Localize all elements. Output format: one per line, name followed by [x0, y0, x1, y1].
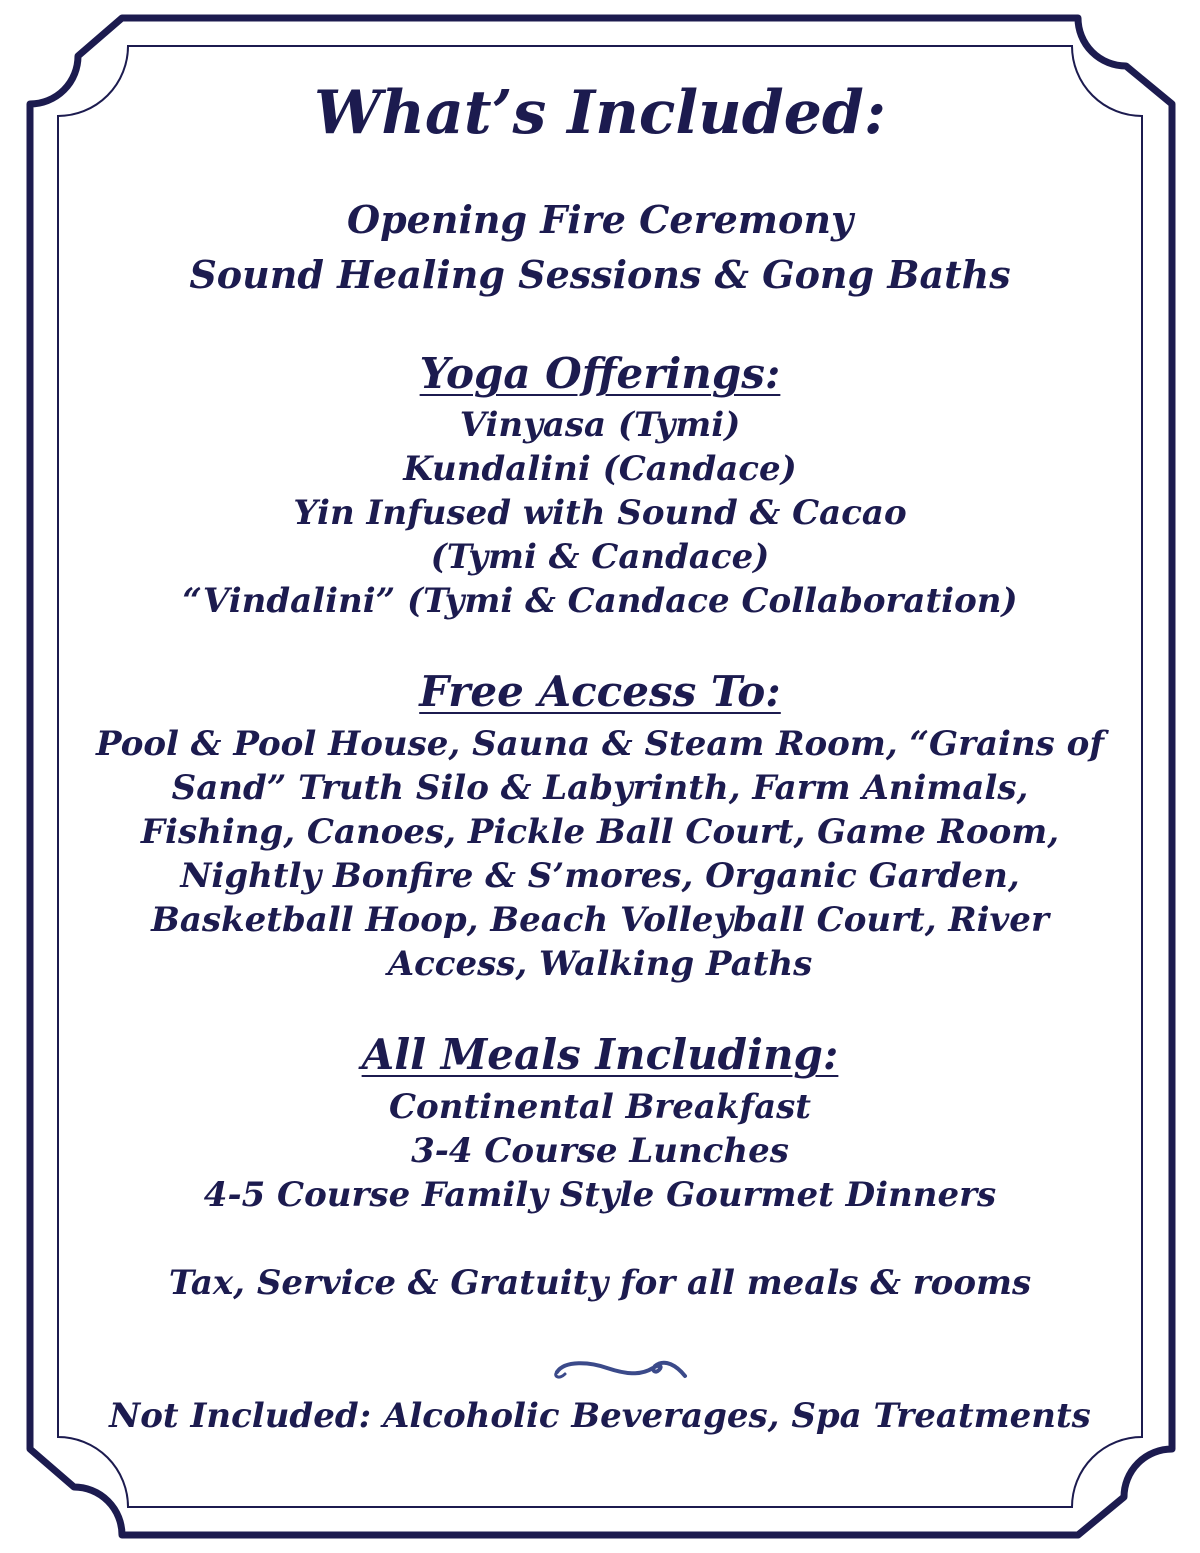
flourish-ornament-icon [545, 1350, 695, 1390]
access-line: Pool & Pool House, Sauna & Steam Room, “Grains of [96, 724, 1104, 764]
access-heading [90, 667, 1110, 716]
yoga-item: (Tymi & Candace) [430, 537, 770, 577]
access-heading-text: Free Access To: [419, 667, 781, 716]
access-line: Nightly Bonfire & S’mores, Organic Garden, [180, 856, 1020, 896]
access-line: Fishing, Canoes, Pickle Ball Court, Game Room, [140, 812, 1060, 852]
yoga-item: Vinyasa (Tymi) [459, 405, 741, 445]
tax-note: Tax, Service & Gratuity for all meals & rooms [168, 1263, 1032, 1303]
meals-item: 4-5 Course Family Style Gourmet Dinners [203, 1175, 997, 1215]
meals-item: Continental Breakfast [388, 1087, 811, 1127]
meals-heading-text: All Meals Including: [361, 1030, 839, 1079]
yoga-heading [90, 349, 1110, 398]
intro-line-1: Opening Fire Ceremony [346, 197, 854, 242]
page-title: What’s Included: [313, 78, 887, 148]
intro-line-2: Sound Healing Sessions & Gong Baths [189, 252, 1011, 297]
access-line: Sand” Truth Silo & Labyrinth, Farm Animals, [171, 768, 1029, 808]
yoga-item: “Vindalini” (Tymi & Candace Collaboration) [182, 581, 1018, 621]
yoga-item: Kundalini (Candace) [403, 449, 797, 489]
access-line: Basketball Hoop, Beach Volleyball Court, River [151, 900, 1049, 940]
meals-item: 3-4 Course Lunches [411, 1131, 789, 1171]
yoga-item: Yin Infused with Sound & Cacao [293, 493, 907, 533]
meals-heading [90, 1030, 1110, 1079]
yoga-heading-text: Yoga Offerings: [419, 349, 781, 398]
not-included-note: Not Included: Alcoholic Beverages, Spa Treatments [109, 1396, 1091, 1436]
access-line: Access, Walking Paths [387, 944, 813, 984]
